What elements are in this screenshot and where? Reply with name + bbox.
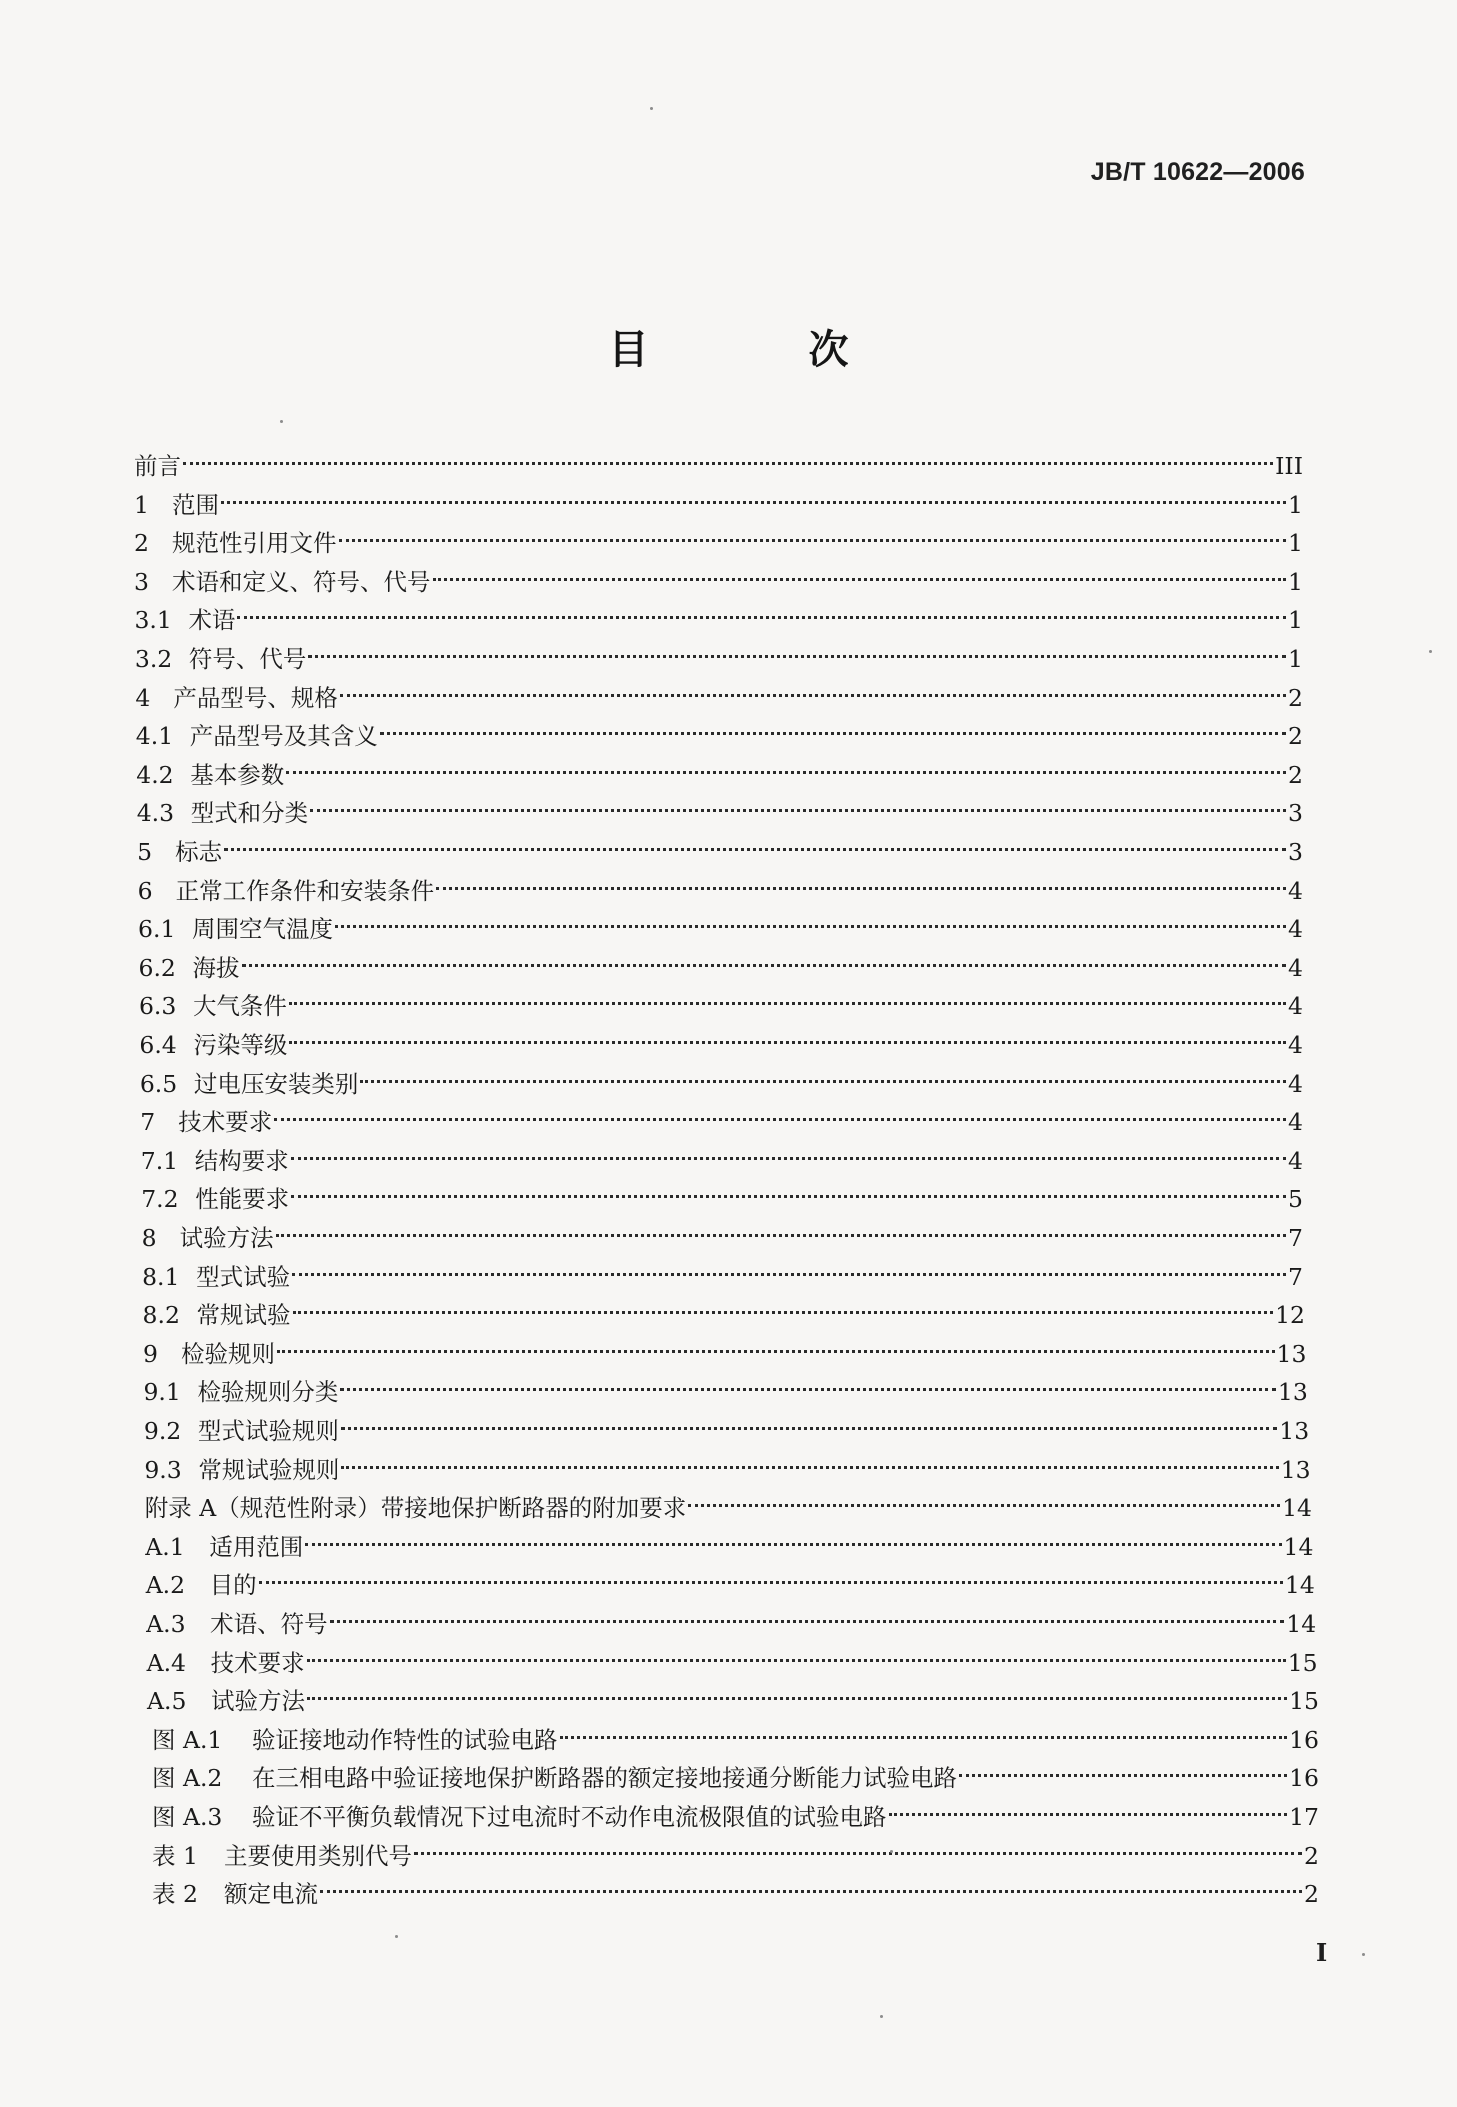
toc-entry-page: 7 xyxy=(1288,1262,1303,1291)
toc-entry-page: 1 xyxy=(1288,490,1303,519)
toc-entry-page: 15 xyxy=(1287,1648,1318,1677)
toc-entry-page: 13 xyxy=(1276,1339,1307,1368)
toc-entry-page: 4 xyxy=(1288,876,1303,905)
toc-leader-dots xyxy=(959,1748,1287,1786)
toc-entry-page: 4 xyxy=(1288,915,1303,944)
toc-entry-title: 正常工作条件和安装条件 xyxy=(175,876,435,905)
toc-entry-title: 额定电流 xyxy=(224,1880,318,1909)
toc-leader-dots xyxy=(224,822,1286,860)
toc-entry-number: 4.1 xyxy=(135,722,174,751)
toc-entry-title: 海拔 xyxy=(192,953,240,982)
toc-entry-number: 9.3 xyxy=(144,1455,182,1484)
toc-entry-number: A.2 xyxy=(145,1571,186,1600)
toc-entry-title: 结构要求 xyxy=(194,1146,289,1175)
toc-entry-page: 4 xyxy=(1288,1146,1303,1175)
toc-entry-number: 9 xyxy=(143,1339,158,1368)
toc-entry-page: 13 xyxy=(1279,1417,1310,1445)
toc-entry-number: 6.4 xyxy=(139,1031,177,1059)
toc-leader-dots xyxy=(436,861,1286,899)
toc-entry-title: 附录 A（规范性附录）带接地保护断路器的附加要求 xyxy=(144,1494,687,1523)
toc-leader-dots xyxy=(307,1633,1286,1671)
toc-leader-dots xyxy=(221,475,1286,513)
toc-entry-title: 在三相电路中验证接地保护断路器的额定接地接通分断能力试验电路 xyxy=(252,1764,957,1793)
toc-entry-page: 3 xyxy=(1288,838,1303,866)
toc-entry xyxy=(152,1710,1319,1754)
toc-leader-dots xyxy=(259,1555,1283,1593)
toc-entry-page: 16 xyxy=(1289,1725,1319,1754)
toc-entry xyxy=(141,1169,1303,1214)
toc-entry-number: 2 xyxy=(134,529,149,558)
toc-entry-title: 术语和定义、符号、代号 xyxy=(172,567,431,596)
toc-entry-page: 13 xyxy=(1277,1378,1308,1407)
toc-entry-number: 6.5 xyxy=(139,1069,178,1098)
toc-leader-dots xyxy=(286,745,1286,783)
toc-entry-number: 6 xyxy=(137,876,153,905)
toc-entry-number: 3.2 xyxy=(134,645,173,673)
toc-entry-number: 6.2 xyxy=(138,953,176,982)
toc-entry-page: 1 xyxy=(1288,529,1303,558)
toc-leader-dots xyxy=(308,629,1286,667)
toc-entry-title: 目的 xyxy=(209,1571,257,1600)
toc-entry xyxy=(134,436,1303,480)
toc-entry-title: 污染等级 xyxy=(193,1031,288,1059)
toc-entry-number: 7 xyxy=(140,1108,156,1137)
toc-entry-title: 试验方法 xyxy=(211,1687,306,1716)
toc-entry-title: 大气条件 xyxy=(192,992,287,1021)
toc-entry xyxy=(140,1131,1303,1175)
toc-entry-number: 图 A.1 xyxy=(152,1725,223,1754)
toc-entry-page: 14 xyxy=(1282,1494,1312,1523)
toc-entry-page: III xyxy=(1275,452,1303,480)
toc-entry-number: 8.2 xyxy=(142,1301,180,1330)
toc-entry-title: 产品型号、规格 xyxy=(173,683,338,712)
toc-leader-dots xyxy=(291,1131,1286,1169)
toc-entry-number: 6.3 xyxy=(138,992,177,1021)
toc-entry-number: 5 xyxy=(137,838,153,866)
toc-entry-page: 2 xyxy=(1304,1841,1319,1870)
toc-leader-dots xyxy=(380,706,1286,744)
toc-leader-dots xyxy=(307,1671,1287,1709)
toc-entry-page: 2 xyxy=(1288,760,1303,789)
toc-entry-number: A.5 xyxy=(147,1687,187,1716)
standard-code: JB/T 10622—2006 xyxy=(1090,158,1305,186)
toc-entry-title: 检验规则分类 xyxy=(197,1378,339,1407)
toc-entry xyxy=(137,822,1303,866)
toc-leader-dots xyxy=(277,1324,1275,1362)
toc-entry-title: 常规试验规则 xyxy=(198,1455,340,1484)
toc-entry-number: 表 2 xyxy=(152,1880,198,1909)
toc-entry-number: 7.1 xyxy=(140,1146,179,1175)
toc-entry-number: 表 1 xyxy=(152,1841,198,1870)
toc-leader-dots xyxy=(433,552,1287,590)
toc-entry xyxy=(138,976,1303,1021)
toc-entry xyxy=(134,590,1303,635)
toc-leader-dots xyxy=(688,1478,1280,1516)
toc-entry xyxy=(138,899,1303,944)
toc-entry xyxy=(144,1478,1312,1523)
toc-entry-page: 14 xyxy=(1283,1532,1314,1561)
toc-entry-title: 性能要求 xyxy=(195,1185,290,1214)
toc-leader-dots xyxy=(289,976,1286,1014)
toc-entry-page: 12 xyxy=(1275,1301,1305,1330)
toc-entry-title: 范围 xyxy=(172,490,219,519)
toc-entry-number: 4 xyxy=(135,683,151,712)
toc-entry xyxy=(136,783,1303,828)
page-number: I xyxy=(1316,1938,1328,1967)
toc-leader-dots xyxy=(341,1440,1278,1478)
toc-entry-number: 9.1 xyxy=(143,1378,181,1407)
toc-entry-title: 型式试验 xyxy=(196,1262,291,1291)
toc-entry-page: 1 xyxy=(1288,606,1303,635)
toc-entry xyxy=(135,706,1303,751)
toc-entry-number: 9.2 xyxy=(143,1417,182,1445)
toc-entry-title: 验证不平衡负载情况下过电流时不动作电流极限值的试验电路 xyxy=(252,1803,887,1831)
toc-entry xyxy=(134,513,1303,558)
toc-entry-page: 13 xyxy=(1280,1455,1311,1484)
toc-leader-dots xyxy=(276,1208,1286,1246)
toc-entry xyxy=(138,938,1304,982)
toc-leader-dots xyxy=(414,1826,1302,1864)
toc-leader-dots xyxy=(330,1594,1285,1632)
toc-entry-page: 14 xyxy=(1286,1610,1317,1638)
toc-leader-dots xyxy=(340,1362,1275,1400)
toc-entry-number: 4.3 xyxy=(136,799,175,828)
toc-entry xyxy=(152,1748,1319,1793)
toc-entry xyxy=(142,1285,1305,1330)
toc-entry xyxy=(145,1517,1314,1561)
toc-leader-dots xyxy=(339,513,1287,551)
toc-entry xyxy=(147,1671,1319,1716)
toc-entry xyxy=(136,745,1303,789)
toc-leader-dots xyxy=(340,668,1286,706)
toc-entry-title: 基本参数 xyxy=(190,760,285,789)
toc-entry-number: 3.1 xyxy=(134,606,172,635)
toc-entry-title: 术语 xyxy=(188,606,236,635)
toc-leader-dots xyxy=(560,1710,1288,1748)
toc-entry xyxy=(140,1092,1303,1137)
toc-leader-dots xyxy=(341,1401,1277,1439)
toc-entry-number: 4.2 xyxy=(136,760,174,789)
toc-entry-title: 常规试验 xyxy=(196,1301,291,1330)
toc-entry-page: 2 xyxy=(1304,1880,1319,1909)
toc-entry-title: 周围空气温度 xyxy=(192,915,334,944)
toc-leader-dots xyxy=(183,436,1273,474)
toc-entry xyxy=(145,1555,1315,1600)
toc-entry xyxy=(134,552,1303,596)
toc-entry-number: 7.2 xyxy=(141,1185,179,1214)
toc-entry-number: 8.1 xyxy=(142,1262,180,1291)
toc-entry-title: 主要使用类别代号 xyxy=(224,1841,412,1870)
toc-entry-title: 产品型号及其含义 xyxy=(189,722,378,751)
toc-leader-dots xyxy=(305,1517,1281,1555)
toc-entry xyxy=(143,1401,1310,1445)
toc-entry-page: 4 xyxy=(1288,1031,1303,1059)
toc-entry-page: 2 xyxy=(1288,683,1303,712)
toc-entry-number: 图 A.2 xyxy=(152,1764,223,1793)
toc-entry xyxy=(134,475,1303,519)
toc-entry-title: 适用范围 xyxy=(209,1532,304,1561)
toc-entry-title: 型式试验规则 xyxy=(197,1417,339,1445)
toc-entry-page: 7 xyxy=(1288,1224,1303,1252)
toc-entry-number: A.1 xyxy=(145,1532,185,1561)
toc-entry xyxy=(143,1362,1308,1407)
toc-entry-title: 验证接地动作特性的试验电路 xyxy=(252,1725,558,1754)
toc-leader-dots xyxy=(289,1015,1286,1053)
toc-entry-page: 5 xyxy=(1288,1185,1303,1214)
toc-entry-number: 图 A.3 xyxy=(152,1803,223,1831)
toc-entry-page: 4 xyxy=(1288,953,1303,982)
toc-entry-number: A.3 xyxy=(146,1610,186,1638)
toc-entry-page: 1 xyxy=(1288,567,1303,596)
toc-entry-title: 技术要求 xyxy=(210,1648,305,1677)
toc-entry-page: 14 xyxy=(1284,1571,1315,1600)
toc-leader-dots xyxy=(335,899,1286,937)
toc-entry-title: 过电压安装类别 xyxy=(193,1069,359,1098)
toc-leader-dots xyxy=(242,938,1287,976)
toc-entry-title: 标志 xyxy=(175,838,223,866)
toc-leader-dots xyxy=(291,1169,1286,1207)
toc-entry-title: 试验方法 xyxy=(179,1224,274,1252)
toc-entry-page: 4 xyxy=(1288,1108,1303,1137)
toc-entry-page: 16 xyxy=(1289,1764,1319,1793)
toc-title: 目 次 xyxy=(608,327,909,373)
toc-entry xyxy=(139,1054,1303,1098)
toc-entry-number: A.4 xyxy=(146,1648,186,1677)
toc-entry xyxy=(137,861,1303,905)
toc-entry-title: 符号、代号 xyxy=(188,645,307,673)
toc-entry xyxy=(152,1864,1319,1909)
toc-entry-title: 术语、符号 xyxy=(210,1610,328,1638)
toc-entry xyxy=(135,668,1303,712)
toc-entry xyxy=(144,1440,1311,1484)
toc-entry-title: 型式和分类 xyxy=(190,799,309,828)
toc-leader-dots xyxy=(274,1092,1286,1130)
toc-entry xyxy=(152,1787,1319,1831)
toc-entry-title: 规范性引用文件 xyxy=(172,529,337,558)
toc-entry xyxy=(143,1324,1307,1368)
toc-entry-title: 前言 xyxy=(134,452,181,480)
toc-leader-dots xyxy=(293,1285,1274,1323)
toc-entry-page: 3 xyxy=(1288,799,1303,828)
toc-entry-title: 技术要求 xyxy=(178,1108,273,1137)
toc-entry-page: 4 xyxy=(1288,1069,1303,1098)
toc-entry xyxy=(146,1633,1318,1677)
toc-entry-page: 4 xyxy=(1288,992,1303,1021)
toc-leader-dots xyxy=(237,590,1286,628)
toc-entry-page: 2 xyxy=(1288,722,1303,751)
toc-entry xyxy=(152,1826,1319,1870)
toc-leader-dots xyxy=(889,1787,1288,1825)
toc-entry-page: 15 xyxy=(1289,1687,1319,1716)
toc-entry xyxy=(139,1015,1303,1059)
toc-entry-number: 1 xyxy=(134,490,149,519)
toc-entry-number: 3 xyxy=(134,567,149,596)
toc-entry-number: 8 xyxy=(141,1224,157,1252)
toc-entry-page: 17 xyxy=(1289,1803,1319,1831)
toc-leader-dots xyxy=(360,1054,1286,1092)
toc-entry xyxy=(142,1247,1303,1291)
toc-entry-title: 检验规则 xyxy=(181,1339,275,1368)
toc-entry-number: 6.1 xyxy=(138,915,176,944)
toc-entry xyxy=(146,1594,1317,1638)
toc-leader-dots xyxy=(292,1247,1286,1285)
toc-leader-dots xyxy=(310,783,1286,821)
toc-entry xyxy=(141,1208,1303,1252)
toc-entry-page: 1 xyxy=(1288,645,1303,673)
toc-leader-dots xyxy=(320,1864,1302,1902)
toc-entry xyxy=(134,629,1303,673)
